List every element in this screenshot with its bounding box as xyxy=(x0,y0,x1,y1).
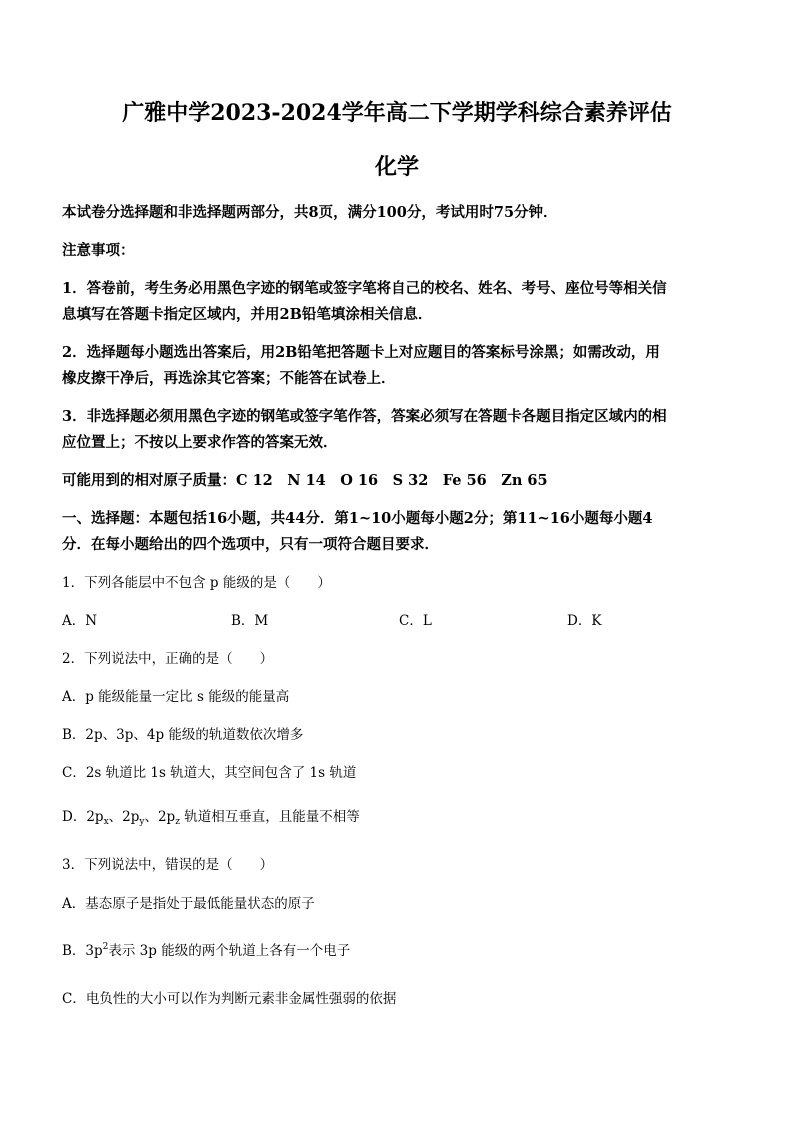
q2d-suffix: 轨道相互垂直，且能量不相等 xyxy=(179,809,360,825)
question-1-option-d: D．K xyxy=(567,613,602,629)
question-3-option-a: A．基态原子是指处于最低能量状态的原子 xyxy=(62,896,315,912)
q2d-sub-z: z xyxy=(175,817,180,827)
atomic-masses: 可能用到的相对原子质量：C 12 N 14 O 16 S 32 Fe 56 Zn 65 xyxy=(62,472,548,489)
question-1-option-c: C．L xyxy=(399,613,432,629)
question-1-stem: 1．下列各能层中不包含 p 能级的是（ ） xyxy=(62,575,331,591)
subject-title: 化学 xyxy=(374,154,419,180)
question-2-option-b: B．2p、3p、4p 能级的轨道数依次增多 xyxy=(62,727,304,743)
notice-item-3-cont: 应位置上；不按以上要求作答的答案无效． xyxy=(62,434,338,451)
q2d-prefix: D．2p xyxy=(62,809,104,825)
notice-item-1: 1．答卷前，考生务必用黑色字迹的钢笔或签字笔将自己的校名、姓名、考号、座位号等相关信 xyxy=(62,280,667,297)
q2d-sub-y: y xyxy=(139,817,145,827)
notice-item-2: 2．选择题每小题选出答案后，用2B铅笔把答题卡上对应题目的答案标号涂黑；如需改动，用 xyxy=(62,344,660,361)
section-1-heading: 一、选择题：本题包括16小题，共44分．第1~10小题每小题2分；第11~16小题每小题4 xyxy=(62,510,653,527)
exam-title: 广雅中学2023-2024学年高二下学期学科综合素养评估 xyxy=(122,100,672,126)
question-1-option-a: A．N xyxy=(62,613,98,629)
notice-heading: 注意事项： xyxy=(62,242,135,259)
q2d-sub-x: x xyxy=(103,817,109,827)
question-3-option-b xyxy=(62,939,350,959)
question-3-stem: 3．下列说法中，错误的是（ ） xyxy=(62,857,274,873)
question-2-option-c: C．2s 轨道比 1s 轨道大，其空间包含了 1s 轨道 xyxy=(62,765,357,781)
question-3-option-c: C．电负性的大小可以作为判断元素非金属性强弱的依据 xyxy=(62,991,397,1007)
q2d-sep-2: 、2p xyxy=(144,809,176,825)
question-2-stem: 2．下列说法中，正确的是（ ） xyxy=(62,651,274,667)
notice-item-2-cont: 橡皮擦干净后，再选涂其它答案；不能答在试卷上． xyxy=(62,370,396,387)
question-1-option-b: B．M xyxy=(231,613,269,629)
question-2-option-a: A．p 能级能量一定比 s 能级的能量高 xyxy=(62,689,290,705)
section-1-heading-cont: 分．在每小题给出的四个选项中，只有一项符合题目要求． xyxy=(62,536,439,553)
intro-text: 本试卷分选择题和非选择题两部分，共8页，满分100分，考试用时75分钟． xyxy=(62,204,558,221)
question-2-option-d xyxy=(62,805,360,827)
notice-item-1-cont: 息填写在答题卡指定区域内，并用2B铅笔填涂相关信息． xyxy=(62,306,433,323)
q2d-sep-1: 、2p xyxy=(108,809,140,825)
q3b-prefix: B．3p xyxy=(62,943,103,959)
notice-item-3: 3．非选择题必须用黑色字迹的钢笔或签字笔作答，答案必须写在答题卡各题目指定区域内的相 xyxy=(62,408,667,425)
q3b-sup: 2 xyxy=(102,942,109,952)
q3b-suffix: 表示 3p 能级的两个轨道上各有一个电子 xyxy=(108,943,351,959)
